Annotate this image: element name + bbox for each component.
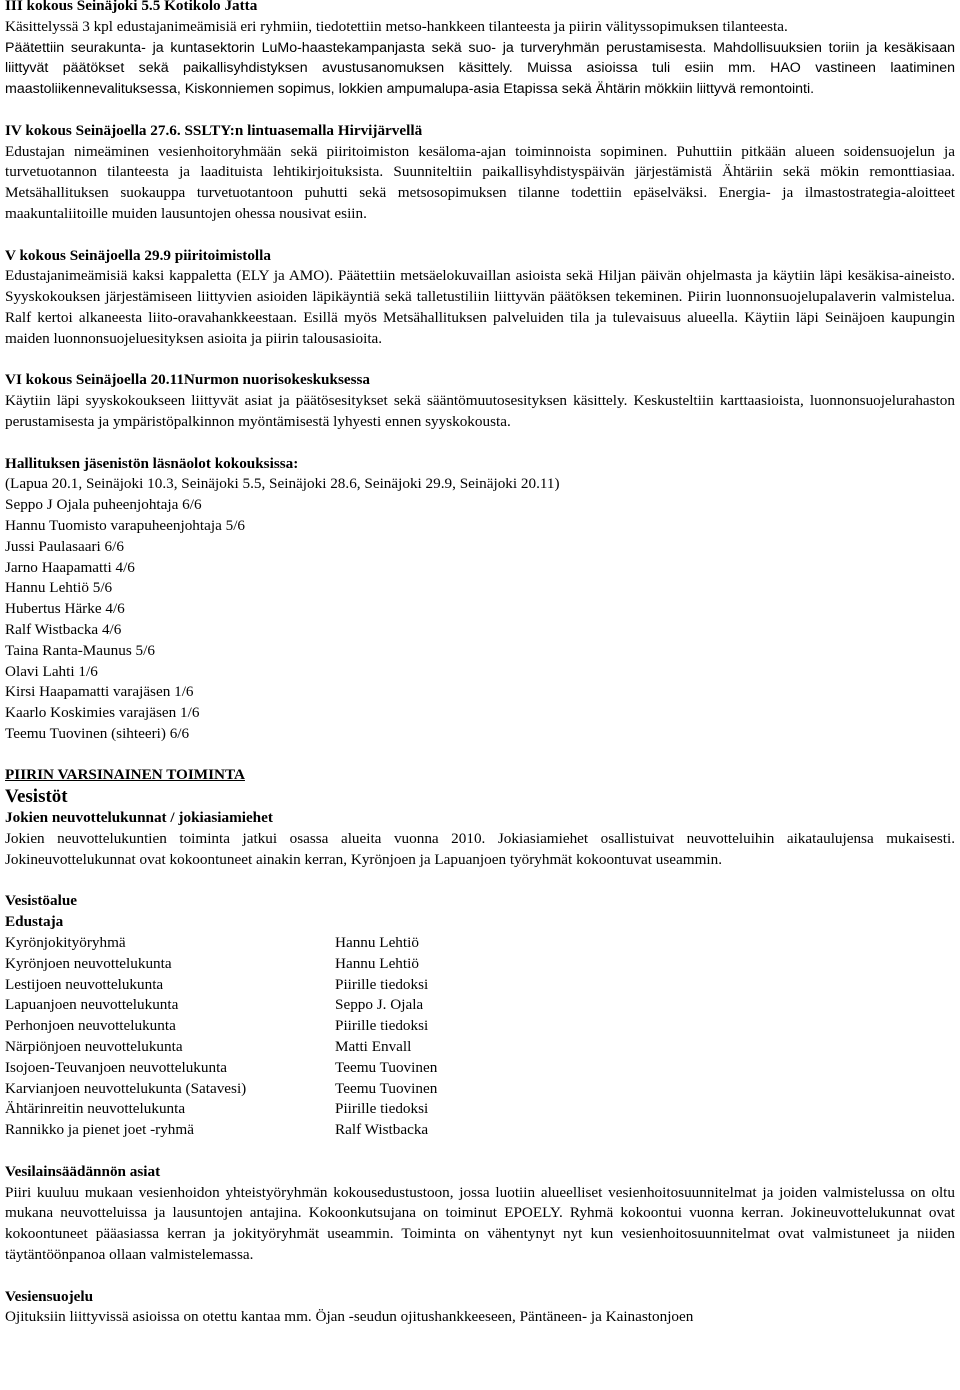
activities-heading: PIIRIN VARSINAINEN TOIMINTA <box>5 766 245 784</box>
table-row <box>5 1120 955 1141</box>
attendance-member: Jussi Paulasaari 6/6 <box>5 537 124 555</box>
attendance-member: Seppo J Ojala puheenjohtaja 6/6 <box>5 496 202 514</box>
attendance-member: Taina Ranta-Maunus 5/6 <box>5 641 155 659</box>
table-row <box>5 975 955 996</box>
attendance-member: Olavi Lahti 1/6 <box>5 662 98 680</box>
rep-cell: Seppo J. Ojala <box>335 996 424 1014</box>
attendance-heading: Hallituksen jäsenistön läsnäolot kokouksissa: <box>5 454 299 472</box>
table-row <box>5 1058 955 1079</box>
protection-heading: Vesiensuojelu <box>5 1287 94 1305</box>
section-title: Vesistöt <box>5 786 68 808</box>
meeting4-heading: IV kokous Seinäjoella 27.6. SSLTY:n lintuasemalla Hirvijärvellä <box>5 121 423 139</box>
representatives-table <box>5 933 955 1141</box>
attendance-member: Hubertus Härke 4/6 <box>5 600 125 618</box>
attendance-member: Kaarlo Koskimies varajäsen 1/6 <box>5 704 200 722</box>
area-cell: Lapuanjoen neuvottelukunta <box>5 996 179 1014</box>
legislation-heading: Vesilainsäädännön asiat <box>5 1162 161 1180</box>
attendance-member: Kirsi Haapamatti varajäsen 1/6 <box>5 683 194 701</box>
meeting6-heading: VI kokous Seinäjoella 20.11Nurmon nuorisokeskuksessa <box>5 371 371 389</box>
rep-cell: Hannu Lehtiö <box>335 954 419 972</box>
area-cell: Ähtärinreitin neuvottelukunta <box>5 1100 186 1118</box>
table-row <box>5 933 955 954</box>
area-cell: Rannikko ja pienet joet -ryhmä <box>5 1121 194 1139</box>
rep-cell: Teemu Tuovinen <box>335 1079 438 1097</box>
meeting6-text: Käytiin läpi syyskokoukseen liittyvät asiat ja päätösesitykset sekä sääntömuutosesityksen käsittely. Keskusteltiin karttaasioista, luonnonsuojelurahaston perustamisesta ja ympäristöpalkinnon myöntämisestä lyhyesti ennen syyskokousta. <box>5 392 955 430</box>
rep-cell: Piirille tiedoksi <box>335 975 429 993</box>
table-row <box>5 954 955 975</box>
area-cell: Kyrönjoen neuvottelukunta <box>5 954 172 972</box>
area-cell: Närpiönjoen neuvottelukunta <box>5 1038 183 1056</box>
rivers-text: Jokien neuvottelukuntien toiminta jatkui osassa alueita vuonna 2010. Jokiasiamiehet osallistuivat neuvotteluihin aikataulujensa mukaisesti. Jokineuvottelukunnat ovat kokoontuneet ainakin kerran, Kyrönjoen ja Lapuanjoen työryhmät kokoontuvat useammin. <box>5 830 955 868</box>
table-header-area: Vesistöalue <box>5 892 78 910</box>
attendance-member: Hannu Lehtiö 5/6 <box>5 579 113 597</box>
attendance-member: Hannu Tuomisto varapuheenjohtaja 5/6 <box>5 516 246 534</box>
meeting3-text-serif: Käsittelyssä 3 kpl edustajanimeämisiä eri ryhmiin, tiedotettiin metso-hankkeen tilanteesta ja piirin välityssopimuksen tilanteesta. <box>5 17 788 35</box>
area-cell: Lestijoen neuvottelukunta <box>5 975 164 993</box>
rep-cell: Piirille tiedoksi <box>335 1017 429 1035</box>
table-row <box>5 995 955 1016</box>
table-row <box>5 1037 955 1058</box>
attendance-member: Teemu Tuovinen (sihteeri) 6/6 <box>5 724 190 742</box>
area-cell: Perhonjoen neuvottelukunta <box>5 1017 176 1035</box>
meeting3-heading: III kokous Seinäjoki 5.5 Kotikolo Jatta <box>5 0 258 14</box>
rivers-heading: Jokien neuvottelukunnat / jokiasiamiehet <box>5 809 273 827</box>
meeting5-text: Edustajanimeämisiä kaksi kappaletta (ELY ja AMO). Päätettiin metsäelokuvaillan asioista sekä Hiljan päivän ohjelmasta ja käytiin läpi kesäkisa-aineisto. Syyskokouksen järjestämiseen liittyvien asioiden läpikäyntiä sekä talletustiliin liittyvän päätöksen tekeminen. Piirin luonnonsuojelupalaverin valmistelua. Ralf kertoi alkaneesta liito-oravahankkeestaan. Esillä myös Metsähallituksen palveluiden tila ja tulevaisuus alueella. Käytiin läpi Seinäjoen kaupungin maiden luonnonsuojeluesityksen asioita ja piirin talousasioita. <box>5 267 955 347</box>
rep-cell: Matti Envall <box>335 1038 412 1056</box>
attendance-member: Jarno Haapamatti 4/6 <box>5 558 135 576</box>
rep-cell: Teemu Tuovinen <box>335 1058 438 1076</box>
rep-cell: Piirille tiedoksi <box>335 1100 429 1118</box>
area-cell: Isojoen-Teuvanjoen neuvottelukunta <box>5 1058 228 1076</box>
protection-text: Ojituksiin liittyvissä asioissa on otettu kantaa mm. Öjan -seudun ojitushankkeeseen, Päntäneen- ja Kainastonjoen <box>5 1308 694 1326</box>
meeting5-heading: V kokous Seinäjoella 29.9 piiritoimistolla <box>5 246 271 264</box>
rep-cell: Hannu Lehtiö <box>335 934 419 952</box>
legislation-text: Piiri kuuluu mukaan vesienhoidon yhteistyöryhmän kokousedustustoon, jossa luotiin alueelliset vesienhoitosuunnitelmat ja joiden valmistelussa on oltu mukana neuvotteluissa ja lausuntojen antajina. Kokoonkutsujana on toiminut EPOELY. Ryhmä kokoontui vuonna kerran. Jokineuvottelukunnat ovat kokoontuneet pääasiassa kerran ja jokityöryhmät useammin. Toiminta on vähentynyt nyt kun vesienhoitosuunnitelmat ovat valmistuneet ja niiden täytäntöönpanoa ollaan valmistelemassa. <box>5 1183 955 1264</box>
area-cell: Karvianjoen neuvottelukunta (Satavesi) <box>5 1079 247 1097</box>
area-cell: Kyrönjokityöryhmä <box>5 934 126 952</box>
meeting3-text-sans: Päätettiin seurakunta- ja kuntasektorin LuMo-haastekampanjasta sekä suo- ja turveryhmän perustamisesta. Mahdollisuuksien toriin ja kesäkisaan liittyvät päätökset sekä paikallisyhdistyksen avustusanomuksen käsittely. Muissa asioissa tuli esiin mm. HAO vastineen laatiminen maastoliikennevalituksessa, Kiskonniemen sopimus, lokkien ampumalupa-asia Etapissa sekä Ähtärin mökkiin liittyvä remontointi. <box>5 39 955 98</box>
attendance-list <box>5 495 955 745</box>
table-row <box>5 1079 955 1100</box>
table-row <box>5 1016 955 1037</box>
rep-cell: Ralf Wistbacka <box>335 1121 429 1139</box>
document-page <box>5 0 955 1328</box>
table-row <box>5 1099 955 1120</box>
table-header-rep: Edustaja <box>5 913 64 931</box>
attendance-member: Ralf Wistbacka 4/6 <box>5 620 122 638</box>
meeting4-text: Edustajan nimeäminen vesienhoitoryhmään sekä piiritoimiston kesäloma-ajan toiminnoista sopiminen. Puhuttiin pitkään alueen soidensuojelun ja turvetuotannon tilanteesta ja laadituista lehtikirjoituksista. Suunniteltiin paikallisyhdistyspäivän järjestämistä Ähtäriin sekä mökin remonttiasiaa. Metsähallituksen suokauppa turvetuotantoon puhutti sekä metsosopimuksen tilanne todettiin epäselväksi. Energia- ja ilmastostrategia-aloitteet maakuntaliitoille muiden lausuntojen ohessa nousivat esiin. <box>5 142 955 222</box>
attendance-meetings: (Lapua 20.1, Seinäjoki 10.3, Seinäjoki 5.5, Seinäjoki 28.6, Seinäjoki 29.9, Seinäjoki 20.11) <box>5 475 560 493</box>
